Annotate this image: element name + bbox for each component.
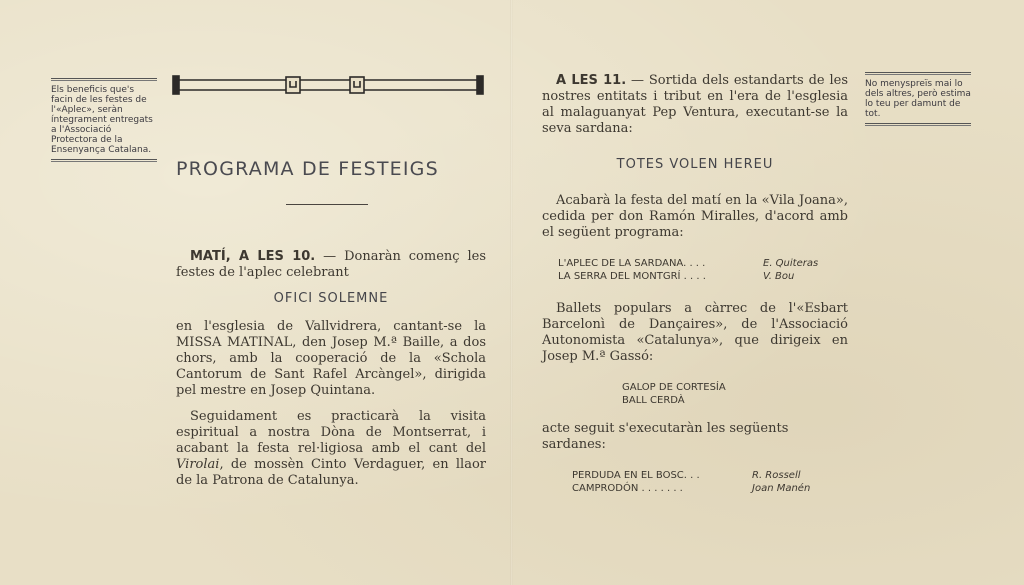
time-lead: A LES 11.	[556, 73, 627, 88]
section-heading: OFICI SOLEMNE	[273, 291, 389, 306]
dance-item: BALL CERDÀ	[622, 395, 685, 406]
piece-name: CAMPRODÓN . . . . . . .	[572, 483, 683, 494]
time-lead: MATÍ, A LES 10.	[190, 249, 316, 264]
paragraph-text: — Donaràn començ les festes de l'aplec celebrant	[176, 249, 487, 280]
eleven-paragraph	[542, 73, 848, 137]
program-row	[558, 270, 848, 283]
piece-author: Joan Manén	[752, 483, 811, 494]
piece-author: V. Bou	[763, 271, 795, 282]
note-bottom-rule	[51, 159, 157, 162]
villa-paragraph: Acabarà la festa del matí en la «Vila Joana», cedida per don Ramón Miralles, d'acord amb el següent programa:	[542, 193, 848, 240]
sardanes-intro: acte seguit s'executaràn les següents sardanes:	[542, 421, 789, 452]
program-row	[558, 257, 848, 270]
left-note-text: Els beneficis que's facin de les festes de l'«Aplec», seràn íntegrament entregats a l'Associació Protectora de la Ensenyança Catalana.	[51, 85, 153, 155]
piece-name: LA SERRA DEL MONTGRÍ . . . .	[558, 271, 706, 282]
paragraph-text: Seguidament es practicarà la visita espiritual a nostra Dòna de Montserrat, i acabant la festa rel·ligiosa amb el cant del	[176, 409, 486, 456]
sardana-list	[572, 469, 848, 495]
section-heading: TOTES VOLEN HEREU	[616, 157, 774, 172]
paragraph-text: — Sortida dels estandarts de les nostres entitats i tribut en l'era de l'esglesia al malaguanyat Pep Ventura, executant-se la seva sardana:	[542, 73, 848, 136]
right-note-text: No menyspreïs mai lo dels altres, però estima lo teu per damunt de tot.	[865, 79, 971, 119]
ornamental-border	[172, 74, 484, 96]
page-title: PROGRAMA DE FESTEIGS	[176, 158, 439, 180]
ballets-paragraph: Ballets populars a càrrec de l'«Esbart Barcelonì de Dançaires», de l'Associació Autonomista «Catalunya», que dirigeix en Josep M.ª Gassó:	[542, 301, 848, 364]
piece-name: PERDUDA EN EL BOSC. . .	[572, 470, 700, 481]
program-list	[558, 257, 848, 283]
visit-paragraph	[176, 409, 486, 489]
program-row	[572, 469, 848, 482]
left-column	[176, 249, 486, 489]
mass-paragraph: en l'esglesia de Vallvidrera, cantant-se la MISSA MATINAL, den Josep M.ª Baille, a dos chors, amb la cooperació de la «Schola Cantorum de Sant Rafel Arcàngel», dirigida pel mestre en Josep Quintana.	[176, 319, 486, 398]
left-side-note	[51, 78, 157, 162]
title-divider	[286, 204, 368, 205]
dance-list	[622, 381, 848, 407]
dance-item: GALOP DE CORTESÍA	[622, 382, 726, 393]
right-column	[542, 73, 848, 495]
right-side-note	[865, 72, 971, 126]
piece-name: L'APLEC DE LA SARDANA. . . .	[558, 258, 706, 269]
program-row	[572, 482, 848, 495]
morning-paragraph	[176, 249, 486, 281]
page-fold	[510, 0, 513, 585]
virolai-title: Virolai	[176, 457, 220, 472]
note-bottom-rule	[865, 123, 971, 126]
piece-author: E. Quiteras	[763, 258, 819, 269]
piece-author: R. Rossell	[752, 470, 801, 481]
paragraph-text: , de mossèn Cinto Verdaguer, en llaor de la Patrona de Catalunya.	[176, 457, 486, 488]
